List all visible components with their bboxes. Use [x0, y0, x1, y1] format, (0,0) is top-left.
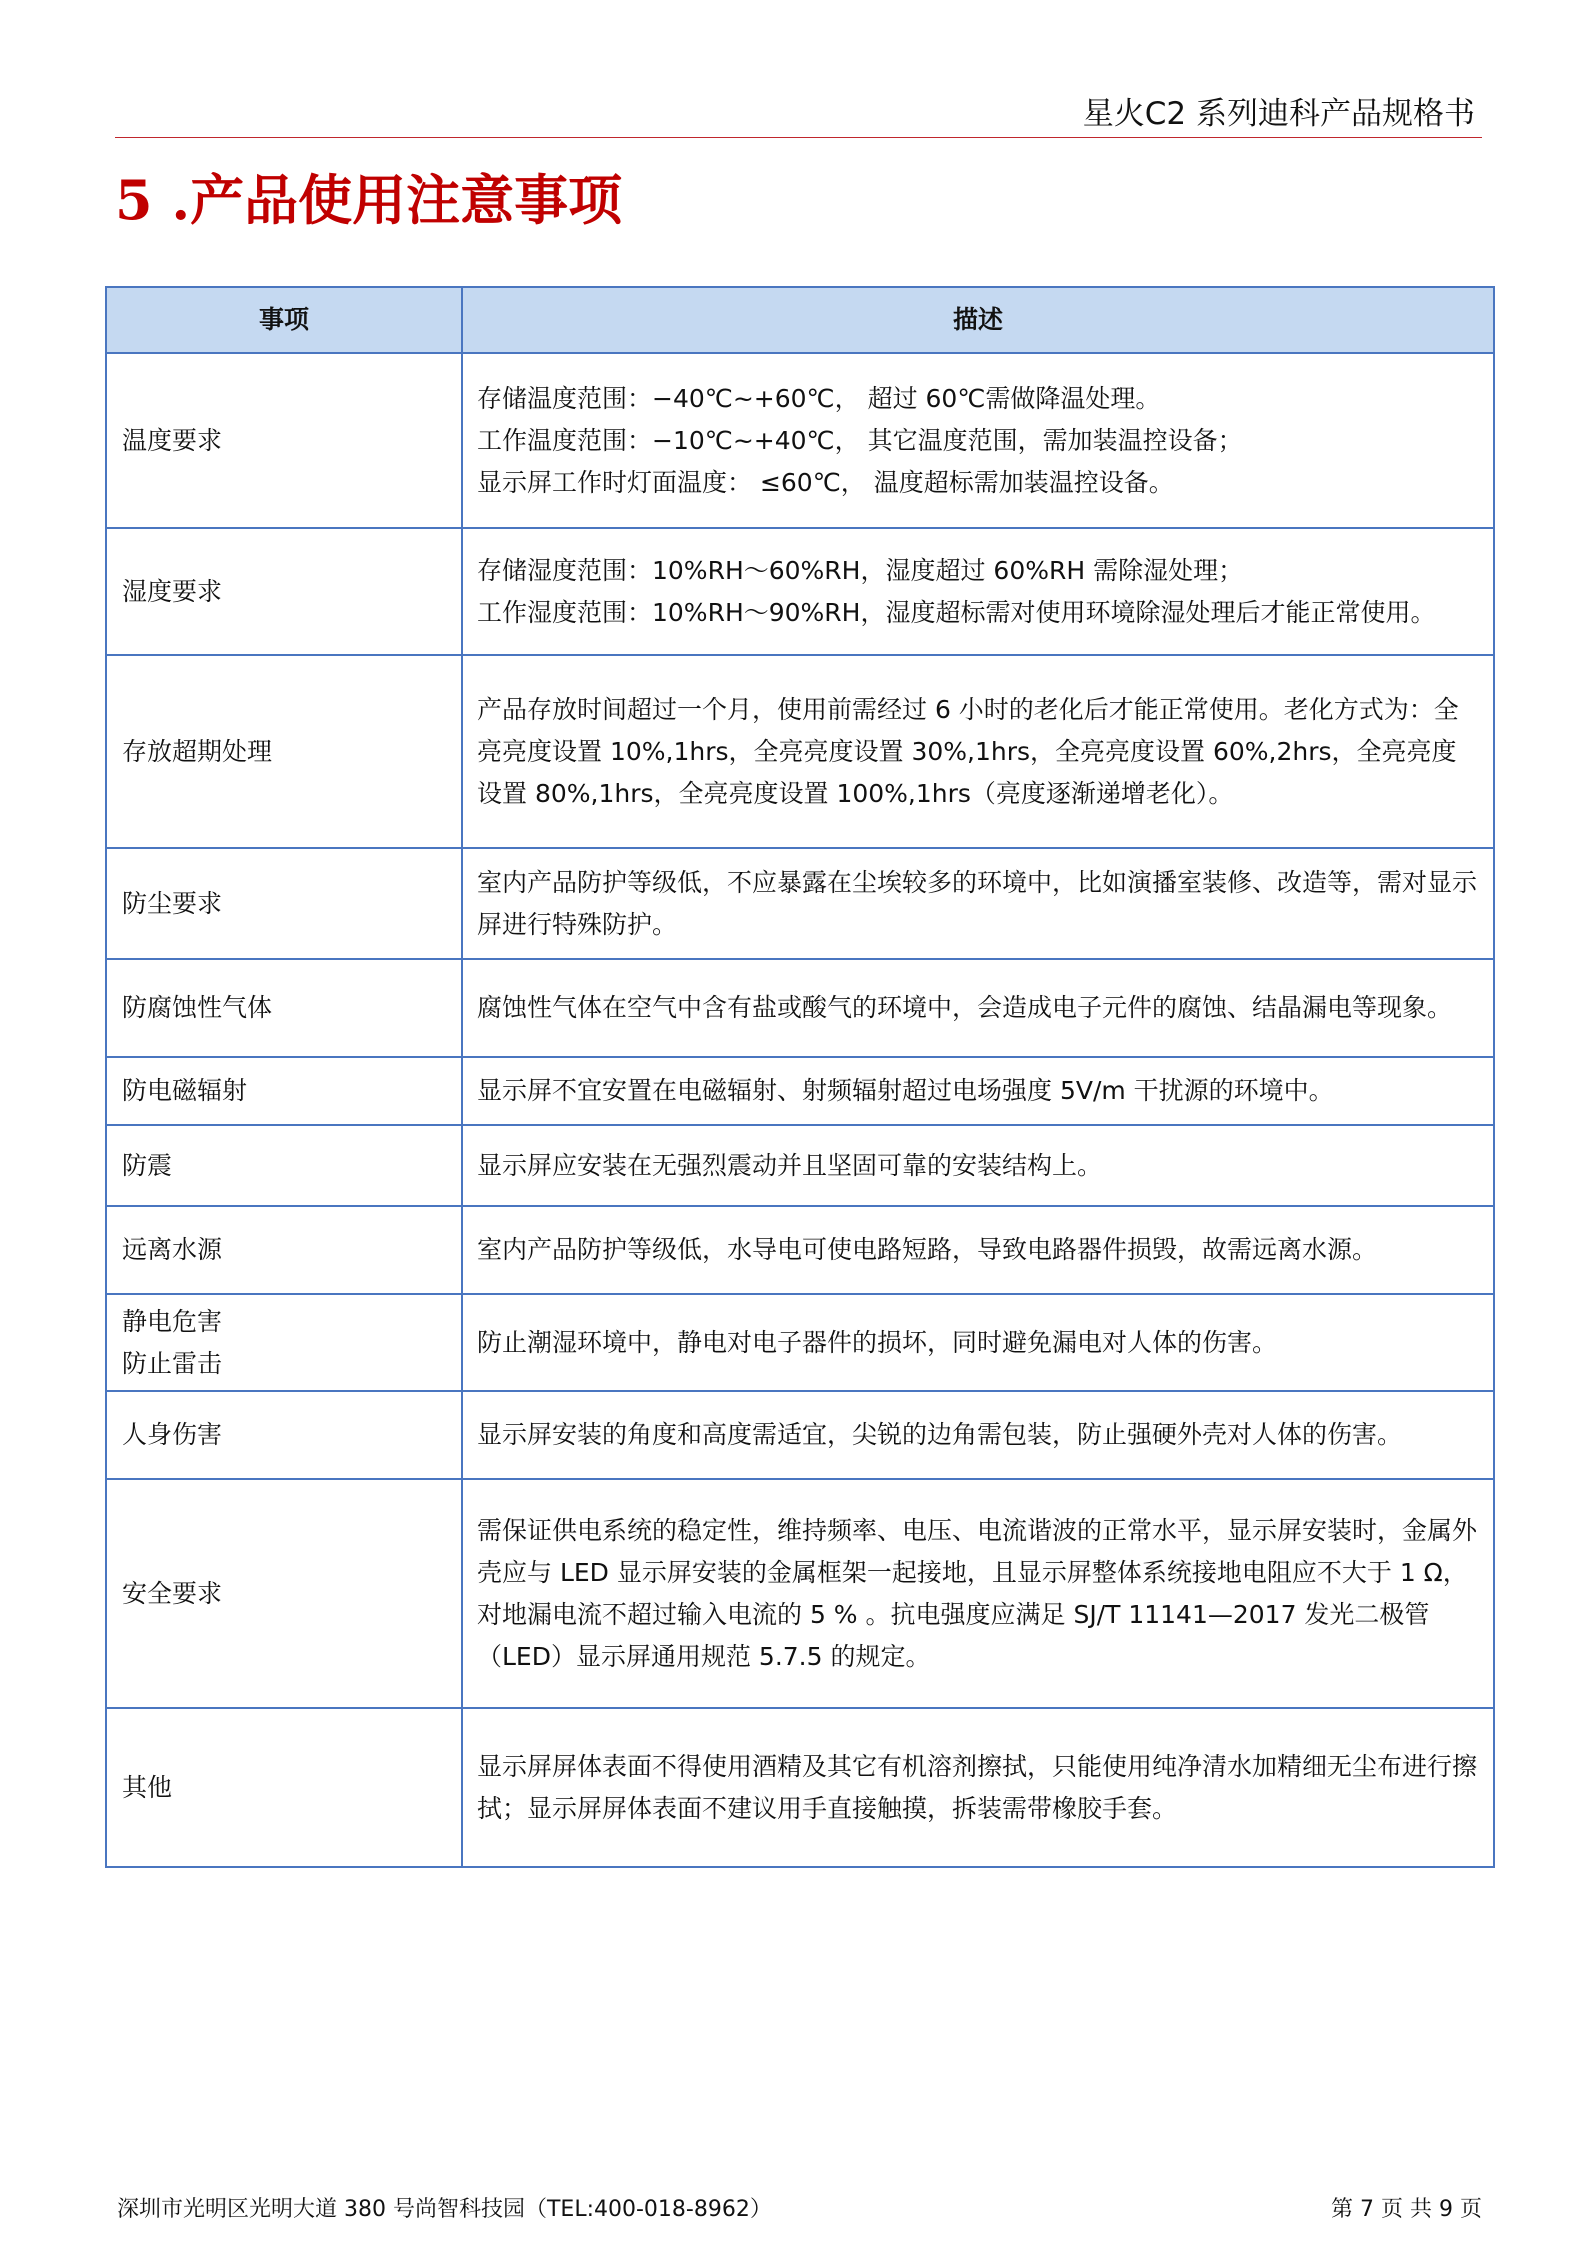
description-line: 显示屏不宜安置在电磁辐射、射频辐射超过电场强度 5V/m 干扰源的环境中。 [477, 1076, 1334, 1105]
item-label: 防止雷击 [122, 1348, 223, 1378]
table-row [106, 1391, 1494, 1479]
description-line: 产品存放时间超过一个月，使用前需经过 6 小时的老化后才能正常使用。老化方式为：全亮亮度设置 10%,1hrs，全亮亮度设置 30%,1hrs，全亮亮度设置 60%,2hrs，全亮亮度设置 80%,1hrs，全亮亮度设置 100%,1hrs（亮度逐渐递增老化）。 [477, 694, 1459, 808]
item-label: 温度要求 [122, 425, 223, 455]
description-cell [462, 353, 1494, 528]
description-cell [462, 959, 1494, 1057]
item-cell [106, 1479, 462, 1708]
header-divider [115, 137, 1482, 138]
table-row [106, 655, 1494, 848]
description-line: 显示屏安装的角度和高度需适宜，尖锐的边角需包装，防止强硬外壳对人体的伤害。 [477, 1420, 1403, 1449]
item-label: 防电磁辐射 [122, 1076, 248, 1105]
description-line: 室内产品防护等级低，水导电可使电路短路，导致电路器件损毁，故需远离水源。 [477, 1235, 1378, 1264]
description-cell [462, 1125, 1494, 1206]
item-cell [106, 848, 462, 959]
table-row [106, 848, 1494, 959]
item-cell [106, 655, 462, 848]
item-cell [106, 528, 462, 655]
table-row [106, 1206, 1494, 1294]
table-row [106, 353, 1494, 528]
item-cell [106, 353, 462, 528]
item-cell [106, 1708, 462, 1867]
table-header-row [106, 287, 1494, 353]
item-label: 湿度要求 [122, 576, 223, 606]
item-label: 静电危害 [122, 1306, 223, 1336]
item-label: 远离水源 [122, 1235, 223, 1264]
footer-page-number: 第 7 页 共 9 页 [1331, 2197, 1482, 2222]
description-cell [462, 1708, 1494, 1867]
description-cell [462, 1057, 1494, 1125]
item-label: 人身伤害 [122, 1420, 223, 1449]
description-line: 存储温度范围：−40℃~+60℃， 超过 60℃需做降温处理。 [477, 383, 1161, 413]
item-label: 安全要求 [122, 1578, 223, 1608]
item-cell [106, 1125, 462, 1206]
item-cell [106, 1057, 462, 1125]
description-line: 需保证供电系统的稳定性，维持频率、电压、电流谐波的正常水平，显示屏安装时，金属外壳应与 LED 显示屏安装的金属框架一起接地，且显示屏整体系统接地电阻应不大于 1 Ω，对地漏电流不超过输入电流的 5 % 。抗电强度应满足 SJ/T 11141—2017 发光二极管（LED）显示屏通用规范 5.7.5 的规定。 [477, 1515, 1478, 1671]
description-line: 显示屏屏体表面不得使用酒精及其它有机溶剂擦拭，只能使用纯净清水加精细无尘布进行擦拭；显示屏屏体表面不建议用手直接触摸，拆装需带橡胶手套。 [477, 1751, 1478, 1823]
item-label: 存放超期处理 [122, 736, 273, 766]
description-line: 工作温度范围：−10℃~+40℃， 其它温度范围，需加装温控设备； [477, 425, 1243, 455]
item-label: 防震 [122, 1150, 173, 1180]
description-cell [462, 1479, 1494, 1708]
item-label: 防尘要求 [122, 888, 223, 918]
table-row [106, 1708, 1494, 1867]
description-cell [462, 1391, 1494, 1479]
description-line: 工作湿度范围：10%RH～90%RH，湿度超标需对使用环境除湿处理后才能正常使用。 [477, 597, 1436, 627]
description-cell [462, 528, 1494, 655]
description-line: 防止潮湿环境中，静电对电子器件的损坏，同时避免漏电对人体的伤害。 [477, 1327, 1278, 1357]
precautions-table [105, 286, 1495, 1868]
table-row [106, 1294, 1494, 1391]
table-row [106, 959, 1494, 1057]
document-header-title: 星火C2 系列迪科产品规格书 [1082, 96, 1475, 132]
description-cell [462, 1294, 1494, 1391]
item-cell [106, 959, 462, 1057]
column-header-item: 事项 [106, 287, 462, 353]
description-line: 显示屏应安装在无强烈震动并且坚固可靠的安装结构上。 [477, 1150, 1103, 1180]
item-cell [106, 1206, 462, 1294]
column-header-description: 描述 [462, 287, 1494, 353]
table-row [106, 1057, 1494, 1125]
item-cell [106, 1294, 462, 1391]
description-line: 显示屏工作时灯面温度： ≤60℃， 温度超标需加装温控设备。 [477, 467, 1174, 497]
item-label: 防腐蚀性气体 [122, 993, 273, 1022]
table-row [106, 1125, 1494, 1206]
description-cell [462, 1206, 1494, 1294]
description-line: 腐蚀性气体在空气中含有盐或酸气的环境中，会造成电子元件的腐蚀、结晶漏电等现象。 [477, 993, 1453, 1022]
description-cell [462, 848, 1494, 959]
section-title: 5 .产品使用注意事项 [115, 168, 623, 232]
table-row [106, 528, 1494, 655]
item-label: 其他 [122, 1772, 173, 1802]
item-cell [106, 1391, 462, 1479]
table-row [106, 1479, 1494, 1708]
description-line: 室内产品防护等级低，不应暴露在尘埃较多的环境中，比如演播室装修、改造等，需对显示屏进行特殊防护。 [477, 867, 1478, 939]
footer-address: 深圳市光明区光明大道 380 号尚智科技园（TEL:400-018-8962） [117, 2197, 772, 2222]
description-cell [462, 655, 1494, 848]
description-line: 存储湿度范围：10%RH～60%RH，湿度超过 60%RH 需除湿处理； [477, 555, 1244, 585]
